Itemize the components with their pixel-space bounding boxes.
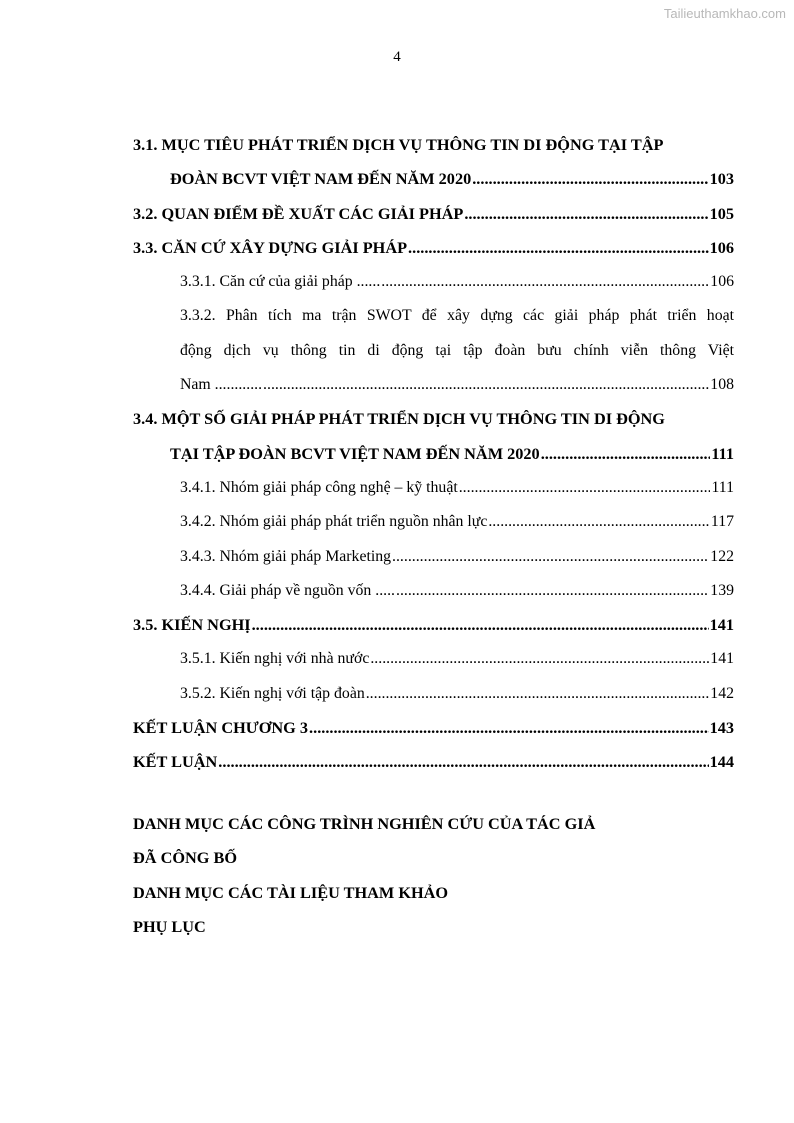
dot-leader: [309, 711, 709, 745]
watermark: Tailieuthamkhao.com: [663, 6, 786, 21]
toc-text: TẠI TẬP ĐOÀN BCVT VIỆT NAM ĐẾN NĂM 2020: [170, 443, 540, 463]
dot-leader: [472, 162, 708, 196]
toc-text: động dịch vụ thông tin di động tại tập đoàn bưu chính viễn thông Việt: [180, 341, 734, 359]
toc-entry-3-5[interactable]: [133, 608, 734, 642]
toc-page: 105: [709, 203, 734, 223]
dot-leader: [488, 505, 710, 539]
back-matter-publications-cont[interactable]: ĐÃ CÔNG BỐ: [133, 848, 238, 868]
toc-entry-3-4-2[interactable]: [133, 505, 734, 539]
toc-text: 3.4.4. Giải pháp về nguồn vốn .....: [180, 581, 395, 599]
toc-entry-3-3[interactable]: [133, 231, 734, 265]
toc-text: 3.2. QUAN ĐIỂM ĐỀ XUẤT CÁC GIẢI PHÁP: [133, 203, 464, 223]
toc-entry-3-4[interactable]: [133, 437, 734, 471]
toc-text: 3.4.3. Nhóm giải pháp Marketing: [180, 547, 392, 565]
toc-entry-3-3-1[interactable]: [133, 265, 734, 299]
dot-leader: [408, 231, 709, 265]
dot-leader: [263, 368, 709, 402]
dot-leader: [381, 265, 709, 299]
toc-text: 3.3. CĂN CỨ XÂY DỰNG GIẢI PHÁP: [133, 237, 408, 257]
toc-text: ĐOÀN BCVT VIỆT NAM ĐẾN NĂM 2020: [170, 169, 472, 189]
toc-text: 3.4. MỘT SỐ GIẢI PHÁP PHÁT TRIỂN DỊCH VỤ THÔNG TIN DI ĐỘNG: [133, 409, 665, 429]
toc-page: 141: [710, 650, 734, 668]
toc-entry-ket-luan[interactable]: [133, 745, 734, 779]
dot-leader: [464, 197, 708, 231]
toc-text: 3.4.1. Nhóm giải pháp công nghệ – kỹ thuật: [180, 478, 458, 496]
toc-page: 142: [710, 684, 734, 702]
toc-page: 117: [710, 513, 734, 531]
toc-entry-3-2[interactable]: [133, 197, 734, 231]
dot-leader: [541, 437, 711, 471]
dot-leader: [392, 540, 709, 574]
toc-page: 141: [709, 615, 734, 635]
toc-page: 106: [710, 273, 734, 291]
toc-entry-3-4-4[interactable]: [133, 574, 734, 608]
dot-leader: [366, 677, 710, 711]
toc-entry-3-3-2-line1: [133, 299, 734, 333]
back-matter: [133, 807, 595, 944]
toc-page: 139: [710, 581, 734, 599]
back-matter-references[interactable]: DANH MỤC CÁC TÀI LIỆU THAM KHẢO: [133, 882, 449, 902]
toc-text: 3.3.2. Phân tích ma trận SWOT để xây dựng các giải pháp phát triển hoạt: [180, 307, 734, 325]
back-matter-appendix[interactable]: PHỤ LỤC: [133, 916, 206, 936]
toc-page: 106: [709, 237, 734, 257]
toc-entry-3-4-3[interactable]: [133, 540, 734, 574]
toc-page: 144: [709, 752, 734, 772]
toc-text: 3.5.2. Kiến nghị với tập đoàn: [180, 684, 365, 702]
toc-entry-3-3-2-line2: [133, 334, 734, 368]
toc-entry-ket-luan-chuong-3[interactable]: [133, 711, 734, 745]
toc-page: 103: [709, 169, 734, 189]
toc-entry-3-3-2[interactable]: [133, 368, 734, 402]
toc-entry-3-1[interactable]: [133, 162, 734, 196]
toc-text: KẾT LUẬN CHƯƠNG 3: [133, 718, 309, 738]
toc-entry-3-5-2[interactable]: [133, 677, 734, 711]
toc-text: 3.5. KIẾN NGHỊ: [133, 615, 251, 635]
toc-entry-3-4-line1: [133, 402, 734, 436]
dot-leader: [459, 471, 711, 505]
table-of-contents: [133, 128, 734, 780]
toc-entry-3-4-1[interactable]: [133, 471, 734, 505]
toc-text: 3.1. MỤC TIÊU PHÁT TRIỂN DỊCH VỤ THÔNG TIN DI ĐỘNG TẠI TẬP: [133, 135, 664, 154]
dot-leader: [370, 642, 709, 676]
toc-entry-3-1-line1: [133, 128, 734, 162]
page-number: 4: [393, 49, 401, 65]
dot-leader: [252, 608, 709, 642]
toc-page: 143: [709, 718, 734, 738]
toc-text: Nam ............: [180, 376, 263, 394]
toc-page: 111: [711, 443, 734, 463]
toc-entry-3-5-1[interactable]: [133, 642, 734, 676]
back-matter-publications[interactable]: DANH MỤC CÁC CÔNG TRÌNH NGHIÊN CỨU CỦA TÁC GIẢ: [133, 814, 596, 833]
toc-text: 3.5.1. Kiến nghị với nhà nước: [180, 650, 370, 668]
dot-leader: [218, 745, 708, 779]
toc-text: 3.4.2. Nhóm giải pháp phát triển nguồn nhân lực: [180, 513, 488, 531]
toc-page: 111: [711, 478, 734, 496]
toc-page: 122: [710, 547, 734, 565]
toc-text: 3.3.1. Căn cứ của giải pháp ......: [180, 273, 381, 291]
dot-leader: [396, 574, 709, 608]
toc-text: KẾT LUẬN: [133, 752, 218, 772]
toc-page: 108: [710, 376, 734, 394]
